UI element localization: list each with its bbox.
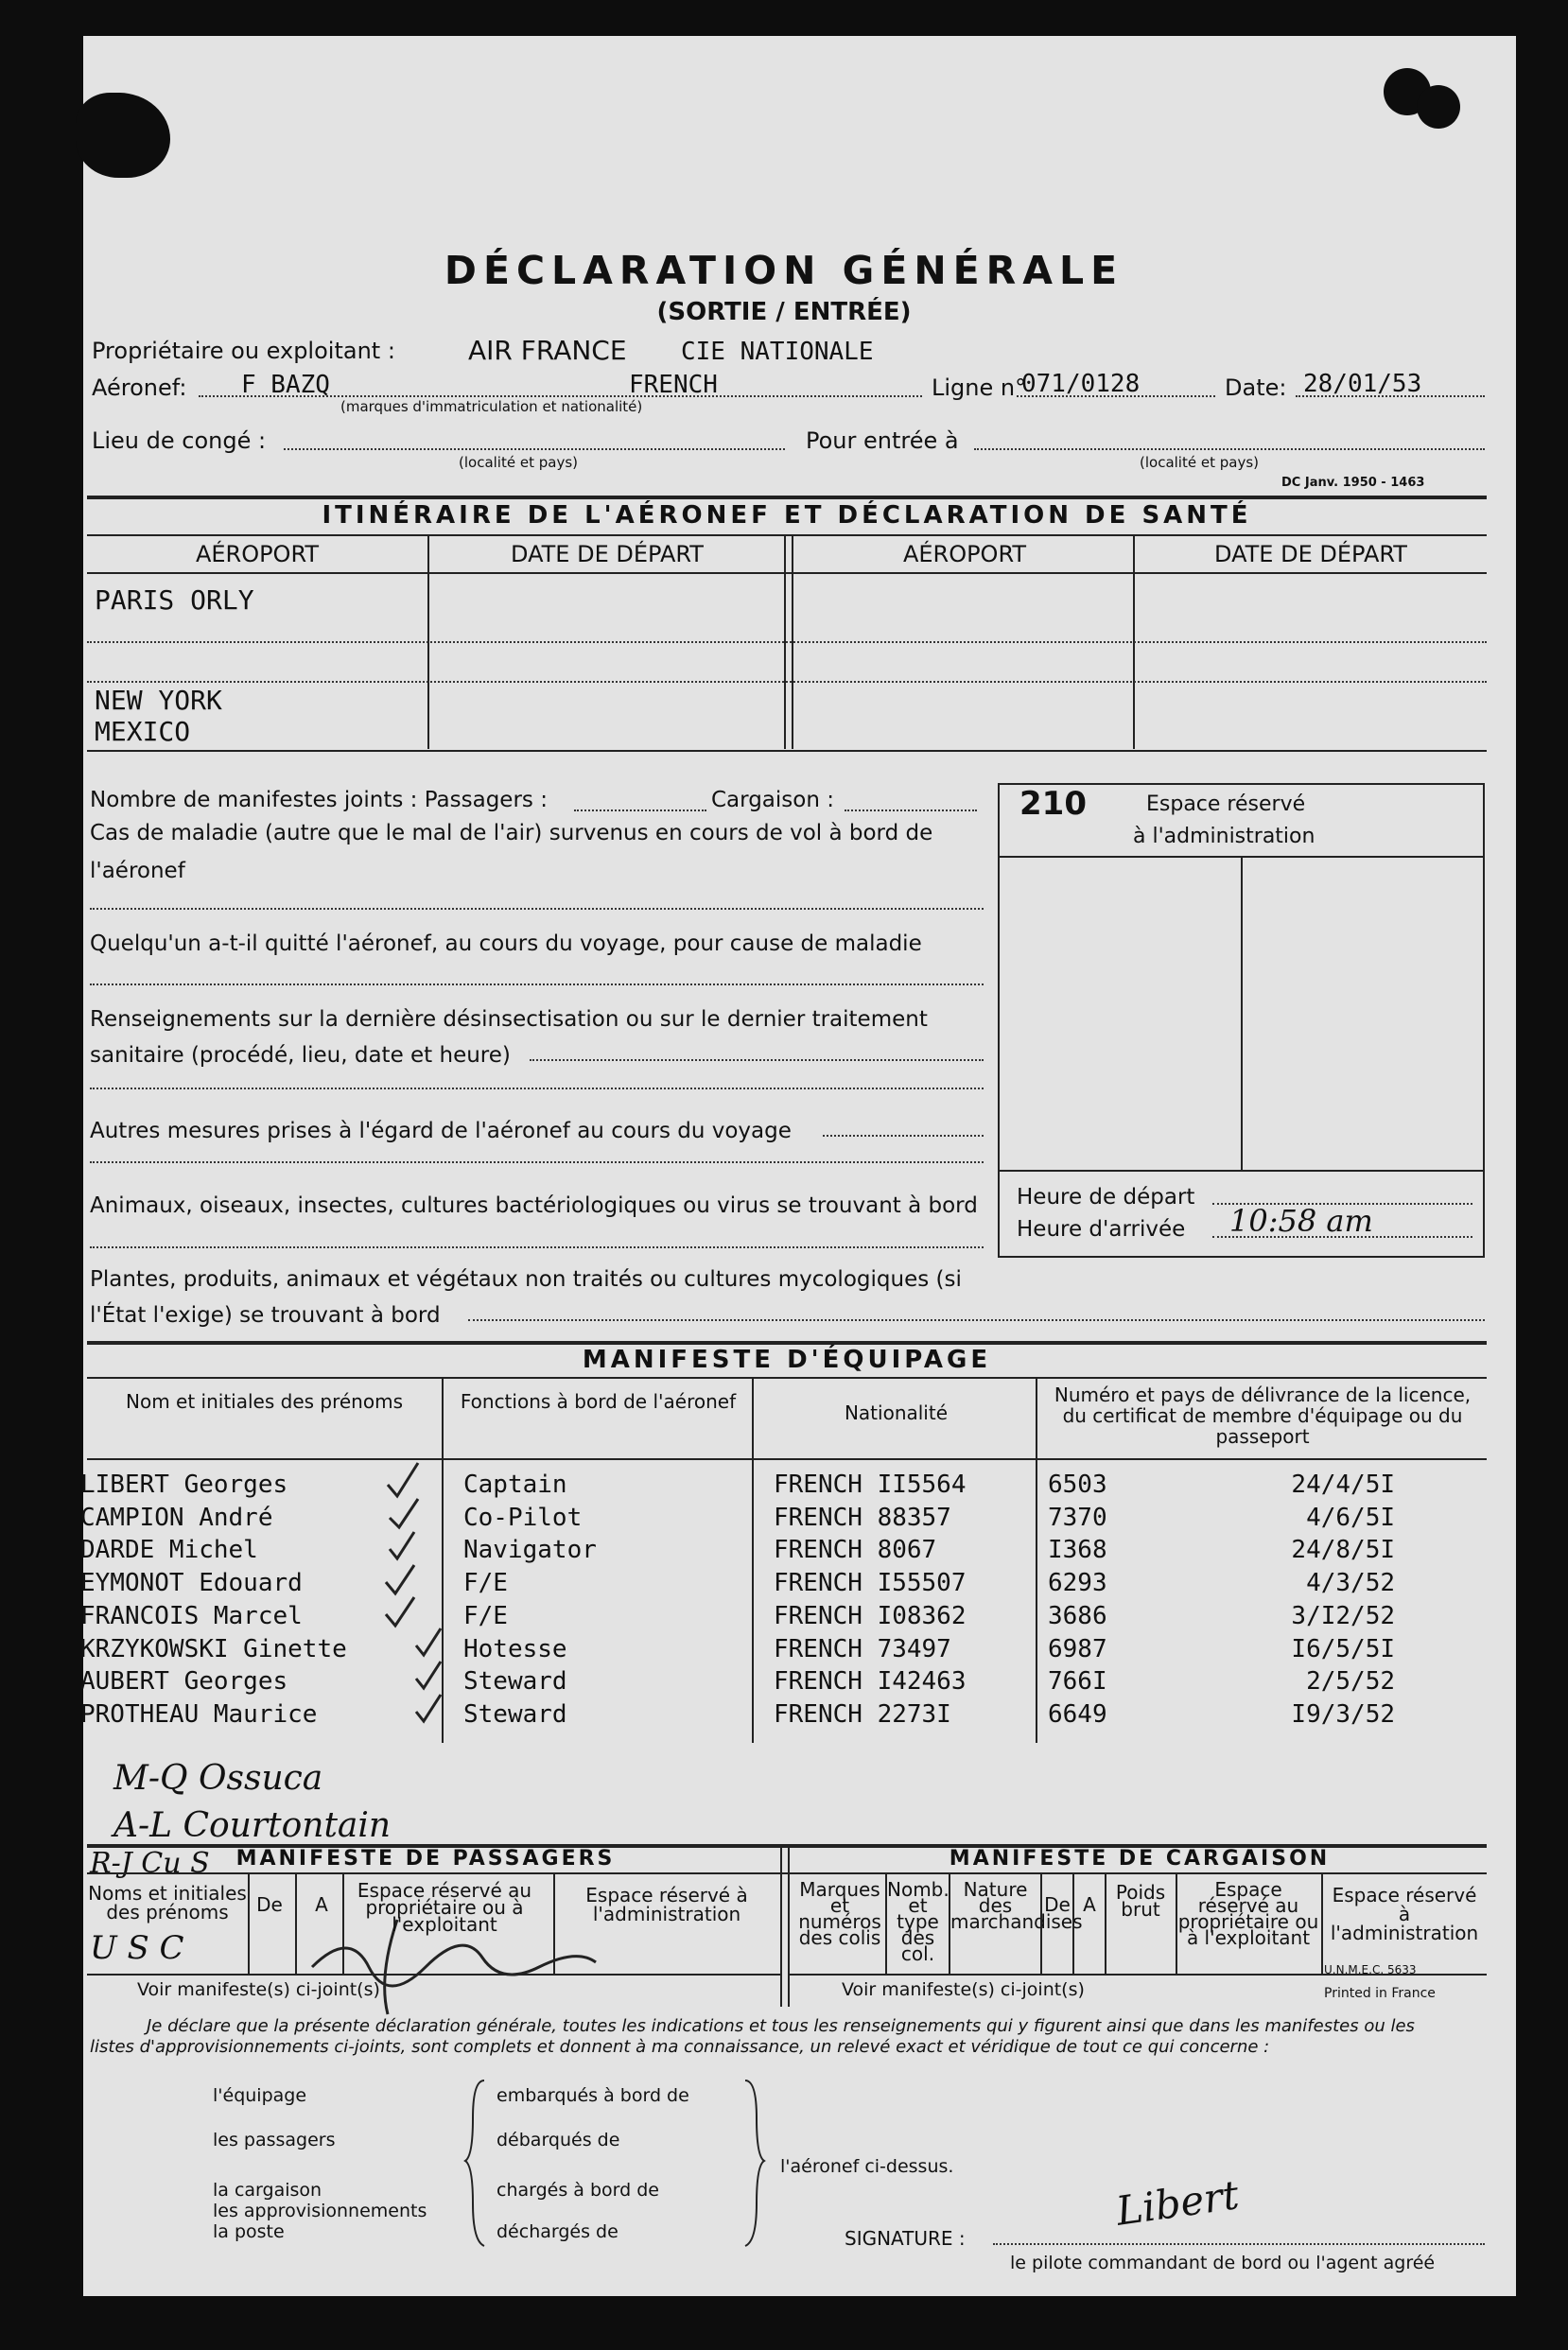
crew-names bbox=[80, 1469, 347, 1732]
col-airport-2: AÉROPORT bbox=[902, 541, 1027, 567]
signer-label: le pilote commandant de bord ou l'agent agréé bbox=[1010, 2253, 1436, 2273]
crew-licence: I368 bbox=[1048, 1536, 1107, 1565]
departure-time-label: Heure de départ bbox=[1017, 1185, 1195, 1210]
q6b: l'État l'exige) se trouvant à bord bbox=[90, 1303, 441, 1328]
aircraft-line bbox=[199, 395, 922, 397]
crew-date: 3/I2/52 bbox=[1291, 1601, 1395, 1630]
punch-hole bbox=[1417, 85, 1460, 129]
cargo-title: MANIFESTE DE CARGAISON bbox=[949, 1847, 1331, 1871]
crew-date: I6/5/5I bbox=[1291, 1634, 1395, 1663]
decl-mail: la poste bbox=[213, 2221, 285, 2242]
crew-name: FRANCOIS Marcel bbox=[80, 1601, 303, 1630]
crew-nationalities bbox=[774, 1469, 967, 1732]
crew-col-line bbox=[1036, 1379, 1037, 1743]
admin-number: 210 bbox=[1019, 785, 1087, 823]
crew-name: AUBERT Georges bbox=[80, 1667, 288, 1697]
q3: Renseignements sur la dernière désinsectisation ou sur le dernier traitement bbox=[90, 1007, 928, 1032]
owner-value-2: CIE NATIONALE bbox=[681, 338, 874, 366]
crew-licences bbox=[1048, 1469, 1107, 1732]
crew-function: Navigator bbox=[463, 1536, 597, 1565]
passenger-hand-4: U S C bbox=[90, 1929, 184, 1967]
crew-top-rule bbox=[87, 1341, 1487, 1345]
itinerary-title: ITINÉRAIRE DE L'AÉRONEF ET DÉCLARATION DE SANTÉ bbox=[322, 501, 1252, 530]
passenger-hand-2: A-L Courtontain bbox=[113, 1806, 392, 1845]
q3-line-2 bbox=[90, 1088, 984, 1089]
crew-function: Captain bbox=[463, 1471, 567, 1499]
pax-header-to: A bbox=[315, 1893, 328, 1916]
cargo-header-from: De bbox=[1044, 1893, 1071, 1916]
crew-licence: 6649 bbox=[1048, 1699, 1107, 1729]
admin-times-rule bbox=[1000, 1170, 1483, 1172]
crew-function: Hotesse bbox=[463, 1634, 567, 1663]
crew-rule bbox=[87, 1377, 1487, 1379]
crew-date: 4/3/52 bbox=[1306, 1569, 1395, 1598]
cargo-printed: Printed in France bbox=[1324, 1986, 1436, 2001]
cargo-col-line bbox=[949, 1874, 950, 1974]
crew-dates bbox=[1263, 1469, 1395, 1732]
cargo-col-line bbox=[1040, 1874, 1042, 1974]
pax-header-from: De bbox=[256, 1893, 283, 1916]
admin-label-1: Espace réservé bbox=[1146, 792, 1306, 816]
pax-col-line bbox=[553, 1874, 555, 1974]
crew-date: I9/3/52 bbox=[1291, 1699, 1395, 1729]
crew-nationality: FRENCH I08362 bbox=[774, 1601, 967, 1630]
q4: Autres mesures prises à l'égard de l'aéronef au cours du voyage bbox=[90, 1119, 792, 1143]
airport-1: PARIS ORLY bbox=[95, 584, 254, 616]
crew-name: PROTHEAU Maurice bbox=[80, 1699, 318, 1729]
airport-3: MEXICO bbox=[95, 716, 191, 747]
q1: Cas de maladie (autre que le mal de l'air) survenus en cours de vol à bord de bbox=[90, 821, 933, 845]
pax-footer: Voir manifeste(s) ci-joint(s) bbox=[137, 1979, 380, 2000]
crew-date: 24/8/5I bbox=[1291, 1536, 1395, 1565]
crew-name: EYMONOT Edouard bbox=[80, 1569, 303, 1598]
owner-label: Propriétaire ou exploitant : bbox=[92, 338, 395, 364]
cargo-header-nature: Nature des marchandises bbox=[950, 1878, 1083, 1933]
decl-brace-left bbox=[463, 2076, 492, 2255]
manifest-divider bbox=[780, 1846, 782, 2007]
crew-header-function: Fonctions à bord de l'aéronef bbox=[460, 1390, 737, 1413]
crew-date: 4/6/5I bbox=[1306, 1503, 1395, 1532]
passenger-title: MANIFESTE DE PASSAGERS bbox=[235, 1847, 616, 1871]
cargo-header-to: A bbox=[1083, 1893, 1096, 1916]
crew-date: 24/4/5I bbox=[1291, 1471, 1395, 1499]
crew-nationality: FRENCH 88357 bbox=[774, 1503, 951, 1532]
manifests-label: Nombre de manifestes joints : Passagers : bbox=[90, 788, 548, 812]
q5-line bbox=[90, 1246, 984, 1248]
admin-label-2: à l'administration bbox=[1133, 825, 1315, 848]
cargo-code: U.N.M.E.C. 5633 bbox=[1324, 1963, 1417, 1976]
line-label: Ligne n° bbox=[932, 374, 1027, 401]
itinerary-rule bbox=[87, 534, 1487, 536]
cargo-header-marks: Marques et numéros des colis bbox=[798, 1878, 881, 1949]
cargo-col-line bbox=[1321, 1874, 1323, 1974]
itinerary-dot-rule bbox=[87, 681, 1487, 683]
crew-nationality: FRENCH 8067 bbox=[774, 1536, 937, 1565]
cargo-footer: Voir manifeste(s) ci-joint(s) bbox=[842, 1979, 1085, 2000]
departure-note: (localité et pays) bbox=[459, 454, 578, 471]
admin-divider bbox=[1241, 856, 1243, 1170]
pax-col-line bbox=[342, 1874, 344, 1974]
cargo-header-owner: Espace réservé au propriétaire ou à l'exploitant bbox=[1177, 1878, 1319, 1949]
date-label: Date: bbox=[1225, 374, 1287, 401]
owner-value: AIR FRANCE bbox=[468, 335, 627, 366]
crew-nationality: FRENCH 73497 bbox=[774, 1634, 951, 1663]
decl-crew: l'équipage bbox=[213, 2085, 307, 2106]
q3-line bbox=[530, 1059, 984, 1061]
crew-functions bbox=[463, 1469, 597, 1732]
cargo-col-line bbox=[885, 1874, 887, 1974]
crew-function: F/E bbox=[463, 1601, 508, 1630]
crew-name: LIBERT Georges bbox=[80, 1471, 288, 1499]
q6-line bbox=[468, 1319, 1485, 1321]
decl-embarked: embarqués à bord de bbox=[497, 2085, 689, 2106]
crew-name: DARDE Michel bbox=[80, 1536, 258, 1565]
arrival-time-line bbox=[1212, 1236, 1472, 1238]
entry-line bbox=[974, 448, 1485, 450]
passenger-hand-3: R-J Cu S bbox=[90, 1847, 210, 1880]
aircraft-nationality: FRENCH bbox=[629, 371, 718, 399]
decl-passengers: les passagers bbox=[213, 2130, 336, 2150]
manifest-title-rule bbox=[87, 1872, 1487, 1874]
aircraft-note: (marques d'immatriculation et nationalité) bbox=[340, 398, 643, 415]
arrival-time-value: 10:58 am bbox=[1229, 1203, 1373, 1239]
signature: Libert bbox=[1113, 2171, 1242, 2235]
itinerary-bottom-rule bbox=[87, 750, 1487, 752]
form-title: DÉCLARATION GÉNÉRALE bbox=[444, 248, 1124, 293]
itinerary-top-rule bbox=[87, 496, 1487, 499]
crew-col-line bbox=[752, 1379, 754, 1743]
crew-header-nationality: Nationalité bbox=[844, 1401, 949, 1424]
col-airport-1: AÉROPORT bbox=[195, 541, 320, 567]
pax-header-admin: Espace réservé à l'administration bbox=[585, 1884, 748, 1925]
cargo-count-label: Cargaison : bbox=[711, 788, 834, 812]
q3b: sanitaire (procédé, lieu, date et heure) bbox=[90, 1043, 511, 1068]
crew-header-licence: Numéro et pays de délivrance de la licence, du certificat de membre d'équipage ou du passeport bbox=[1054, 1384, 1472, 1448]
crew-function: Steward bbox=[463, 1667, 567, 1697]
pax-col-line bbox=[248, 1874, 250, 1974]
q6: Plantes, produits, animaux et végétaux non traités ou cultures mycologiques (si bbox=[90, 1267, 962, 1292]
itinerary-header-rule bbox=[87, 572, 1487, 574]
q1-line bbox=[90, 908, 984, 910]
check-marks bbox=[369, 1452, 463, 1735]
cargo-line bbox=[845, 809, 977, 811]
line-underline bbox=[1017, 395, 1215, 397]
crew-function: Co-Pilot bbox=[463, 1503, 583, 1532]
crew-licence: 3686 bbox=[1048, 1601, 1107, 1630]
airport-2: NEW YORK bbox=[95, 685, 222, 716]
crew-nationality: FRENCH I55507 bbox=[774, 1569, 967, 1598]
decl-disembarked: débarqués de bbox=[497, 2130, 620, 2150]
form-subtitle: (SORTIE / ENTRÉE) bbox=[656, 298, 912, 326]
crew-licence: 7370 bbox=[1048, 1503, 1107, 1532]
decl-supplies: les approvisionnements bbox=[213, 2201, 427, 2221]
decl-unloaded: déchargés de bbox=[497, 2221, 618, 2242]
crew-header-rule bbox=[87, 1458, 1487, 1460]
crew-nationality: FRENCH 2273I bbox=[774, 1699, 951, 1729]
crew-licence: 6503 bbox=[1048, 1471, 1107, 1499]
q2-line bbox=[90, 984, 984, 985]
q1b: l'aéronef bbox=[90, 859, 185, 883]
passenger-hand-1: M-Q Ossuca bbox=[113, 1759, 323, 1798]
pax-header-owner: Espace réservé au propriétaire ou à l'exploitant bbox=[357, 1879, 532, 1936]
aircraft-registration: F BAZQ bbox=[241, 371, 330, 399]
itinerary-dot-rule bbox=[87, 641, 1487, 643]
cargo-header-weight: Poids brut bbox=[1115, 1881, 1166, 1921]
signature-label: SIGNATURE : bbox=[845, 2227, 966, 2250]
departure-line bbox=[284, 448, 785, 450]
manifest-divider bbox=[788, 1846, 790, 2007]
signature-line bbox=[993, 2243, 1485, 2245]
q4-line bbox=[823, 1135, 984, 1137]
crew-nationality: FRENCH II5564 bbox=[774, 1471, 967, 1499]
arrival-time-label: Heure d'arrivée bbox=[1017, 1217, 1186, 1242]
crew-name: KRZYKOWSKI Ginette bbox=[80, 1634, 347, 1663]
date-underline bbox=[1296, 395, 1485, 397]
cargo-header-admin: Espace réservé à l'administration bbox=[1330, 1884, 1479, 1944]
cargo-col-line bbox=[1072, 1874, 1074, 1974]
aircraft-label: Aéronef: bbox=[92, 374, 187, 401]
declaration-text: Je déclare que la présente déclaration générale, toutes les indications et tous les renseignements qui y figurent ainsi que dans les manifestes ou les listes d'approvisionnements ci-joints, sont complets et donnent à ma connaissance, un relevé exact et véridique de tout ce qui concerne : bbox=[90, 2016, 1415, 2057]
form-code: DC Janv. 1950 - 1463 bbox=[1281, 476, 1425, 490]
decl-brace-right bbox=[738, 2076, 766, 2255]
crew-licence: 6293 bbox=[1048, 1569, 1107, 1598]
crew-function: F/E bbox=[463, 1569, 508, 1598]
pax-col-line bbox=[295, 1874, 297, 1974]
crew-header-name: Nom et initiales des prénoms bbox=[126, 1390, 403, 1413]
cargo-col-line bbox=[1176, 1874, 1177, 1974]
pax-bottom-rule bbox=[87, 1974, 780, 1976]
q2: Quelqu'un a-t-il quitté l'aéronef, au cours du voyage, pour cause de maladie bbox=[90, 931, 922, 956]
manifests-line bbox=[574, 809, 706, 811]
crew-nationality: FRENCH I42463 bbox=[774, 1667, 967, 1697]
q4-line-2 bbox=[90, 1161, 984, 1163]
departure-label: Lieu de congé : bbox=[92, 427, 267, 454]
date-value: 28/01/53 bbox=[1303, 370, 1422, 398]
cargo-header-count: Nomb. et type des col. bbox=[887, 1878, 950, 1965]
decl-loaded: chargés à bord de bbox=[497, 2180, 659, 2201]
cargo-col-line bbox=[1105, 1874, 1106, 1974]
torn-corner bbox=[76, 93, 170, 178]
entry-note: (localité et pays) bbox=[1140, 454, 1259, 471]
crew-title: MANIFESTE D'ÉQUIPAGE bbox=[582, 1346, 992, 1374]
entry-label: Pour entrée à bbox=[806, 427, 959, 454]
crew-date: 2/5/52 bbox=[1306, 1667, 1395, 1697]
crew-licence: 6987 bbox=[1048, 1634, 1107, 1663]
col-date-1: DATE DE DÉPART bbox=[511, 541, 704, 567]
crew-licence: 766I bbox=[1048, 1667, 1107, 1697]
crew-function: Steward bbox=[463, 1699, 567, 1729]
decl-aircraft: l'aéronef ci-dessus. bbox=[780, 2156, 954, 2177]
pax-header-name: Noms et initiales des prénoms bbox=[88, 1882, 247, 1924]
q5: Animaux, oiseaux, insectes, cultures bactériologiques ou virus se trouvant à bord bbox=[90, 1193, 978, 1218]
crew-name: CAMPION André bbox=[80, 1503, 273, 1532]
col-date-2: DATE DE DÉPART bbox=[1214, 541, 1407, 567]
decl-cargo: la cargaison bbox=[213, 2180, 322, 2201]
line-value: 071/0128 bbox=[1021, 370, 1141, 398]
